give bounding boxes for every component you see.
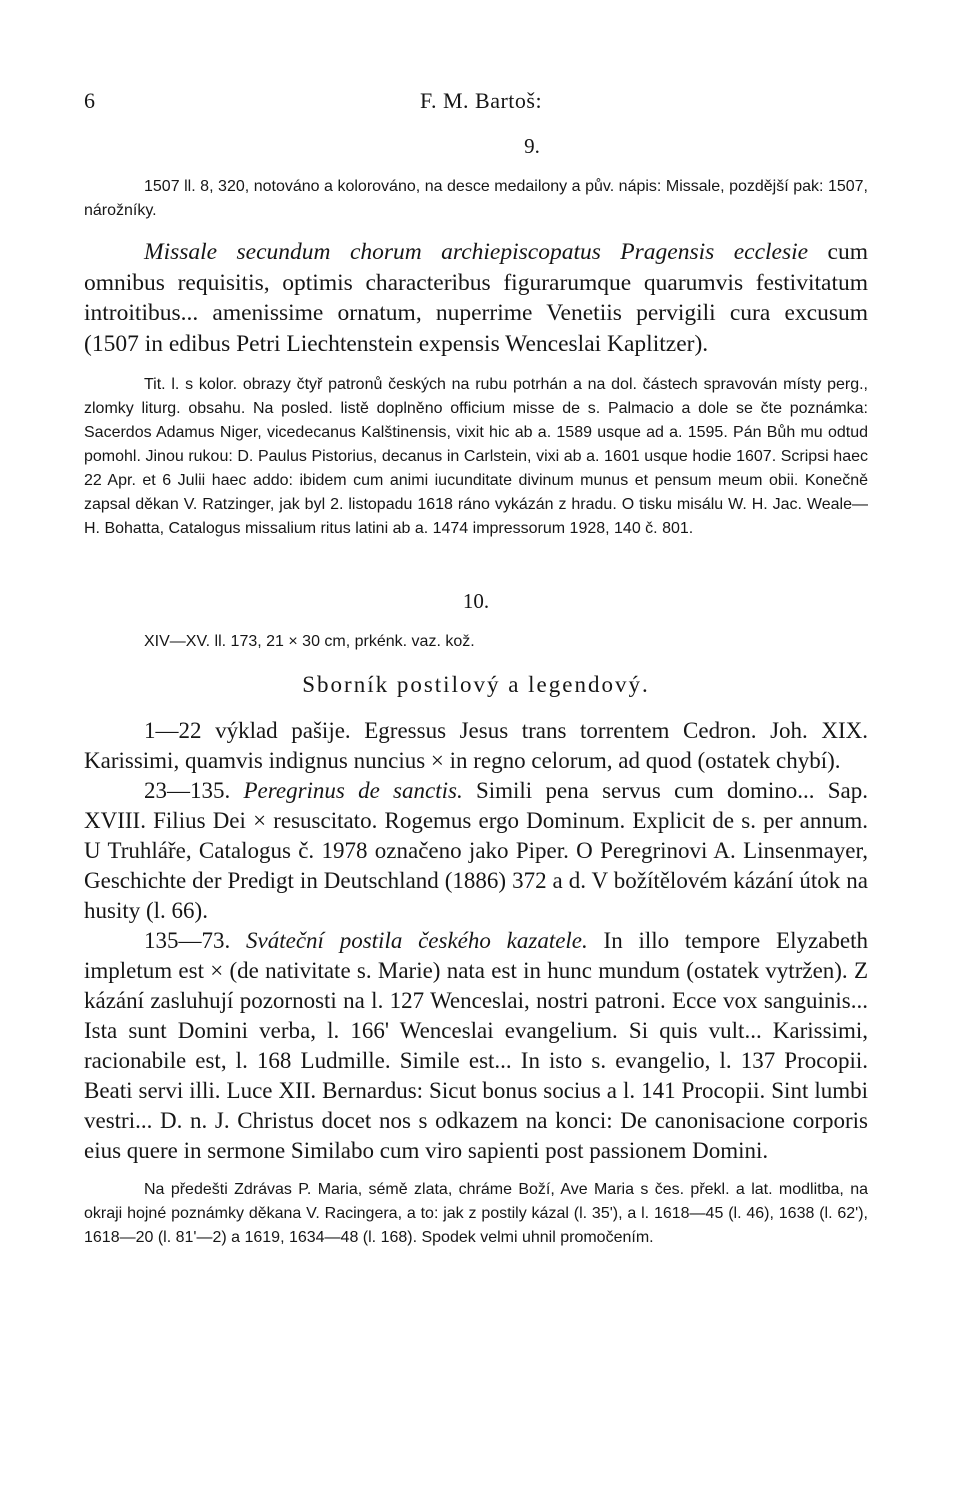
document-page	[84, 88, 868, 1250]
page-header	[84, 88, 868, 128]
entry-10-notes: Na předešti Zdrávas P. Maria, sémě zlata, chráme Boží, Ave Maria s čes. překl. a lat. modlitba, na okraji hojné poznámky děkana V. Racingera, a to: jak z postily kázal (l. 35'), a l. 1618—45 (l. 46), 1638 (l. 62'), 1618—20 (l. 81'—2) a 1619, 1634—48 (l. 168). Spodek velmi uhnil promočením.	[84, 1181, 868, 1246]
entry-9-notes: Tit. l. s kolor. obrazy čtyř patronů českých na rubu potrhán a na dol. částech spravován místy perg., zlomky liturg. obsahu. Na posled. listě doplněno officium misse de s. Palmacio a dole se čte poznámka: Sacerdos Adamus Niger, vicedecanus Kalštinensis, vixit hic ab a. 1589 usque ad a. 1595. Pán Bůh mu odtud pomohl. Jinou rukou: D. Paulus Pistorius, decanus in Carlstein, vixi ab a. 1601 usque hodie 1607. Scripsi haec 22 Apr. et 6 Julii haec addo: ibidem cum animi iucunditate divinum munus et pensum meum obii. Konečně zapsal děkan V. Ratzinger, jak byl 2. listopadu 1618 ráno vykázán z hradu. O tisku misálu W. H. Jac. Weale—H. Bohatta, Catalogus missalium ritus latini ab a. 1474 impressorum 1928, 140 č. 801.	[84, 376, 868, 537]
entry-10-p2-rest: Simili pena servus cum domino... Sap. XVIII. Filius Dei × resuscitato. Rogemus ergo Dominum. Explicit de s. per annum. U Truhláře, Catalogus č. 1978 označeno jako Piper. O Peregrinovi A. Linsenmayer, Geschichte der Predigt in Deutschland (1886) 372 a d. V božítělovém kázání útok na husity (l. 66).	[84, 778, 868, 923]
entry-9-title-italic: Missale secundum chorum archiepiscopatus Pragensis ecclesie	[144, 239, 809, 265]
entry-9-title-rest: cum omnibus requisitis, optimis characteribus figurarumque quarumvis festivitatum introitibus... amenissime ornatum, nuperrime Venetiis pervigili cura excusum (1507 in edibus Petri Liechtenstein expensis Wenceslai Kaplitzer).	[84, 239, 868, 357]
page-number: 6	[84, 88, 95, 113]
entry-10-p3-italic: Sváteční postila českého kazatele.	[246, 928, 588, 953]
entry-number-10: 10.	[462, 589, 490, 613]
entry-9-description: 1507 ll. 8, 320, notováno a kolorováno, na desce medailony a pův. nápis: Missale, pozdější pak: 1507, nárožníky.	[84, 178, 868, 219]
entry-9-title	[84, 237, 868, 359]
entry-10-p2-start: 23—135.	[144, 778, 244, 803]
entry-10-p3-start: 135—73.	[144, 928, 247, 953]
entry-10-description: XIV—XV. ll. 173, 21 × 30 cm, prkénk. vaz. kož.	[144, 633, 475, 650]
running-head: F. M. Bartoš:	[420, 88, 543, 113]
entry-10-paragraph-2	[84, 776, 868, 926]
entry-10-title: Sborník postilový a legendový.	[302, 672, 650, 697]
entry-10-paragraph-3	[84, 926, 868, 1166]
entry-10-p3-rest: In illo tempore Elyzabeth impletum est × (de nativitate s. Marie) nata est in hunc mundum (ostatek vytržen). Z kázání zasluhují pozornosti na l. 127 Wenceslai, nostri patroni. Ecce vox sanguinis... Ista sunt Domini verba, l. 166' Wenceslai evangelium. Si quis vult... Karissimi, racionabile est, l. 168 Ludmille. Simile est... In isto s. evangelio, l. 137 Procopii. Beati servi illi. Luce XII. Bernardus: Sicut bonus socius a l. 141 Procopii. Sint lumbi vestri... D. n. J. Christus docet nos s odkazem na konci: De canonisacione corporis eius quere in sermone Similabo cum viro sapienti post passionem Domini.	[84, 928, 868, 1163]
entry-10-p2-italic: Peregrinus de sanctis.	[243, 778, 463, 803]
entry-10-paragraph-1: 1—22 výklad pašije. Egressus Jesus trans torrentem Cedron. Joh. XIX. Karissimi, quamvis indignus nuncius × in regno celorum, ad quod (ostatek chybí).	[84, 718, 868, 773]
entry-number-9: 9.	[524, 134, 540, 158]
